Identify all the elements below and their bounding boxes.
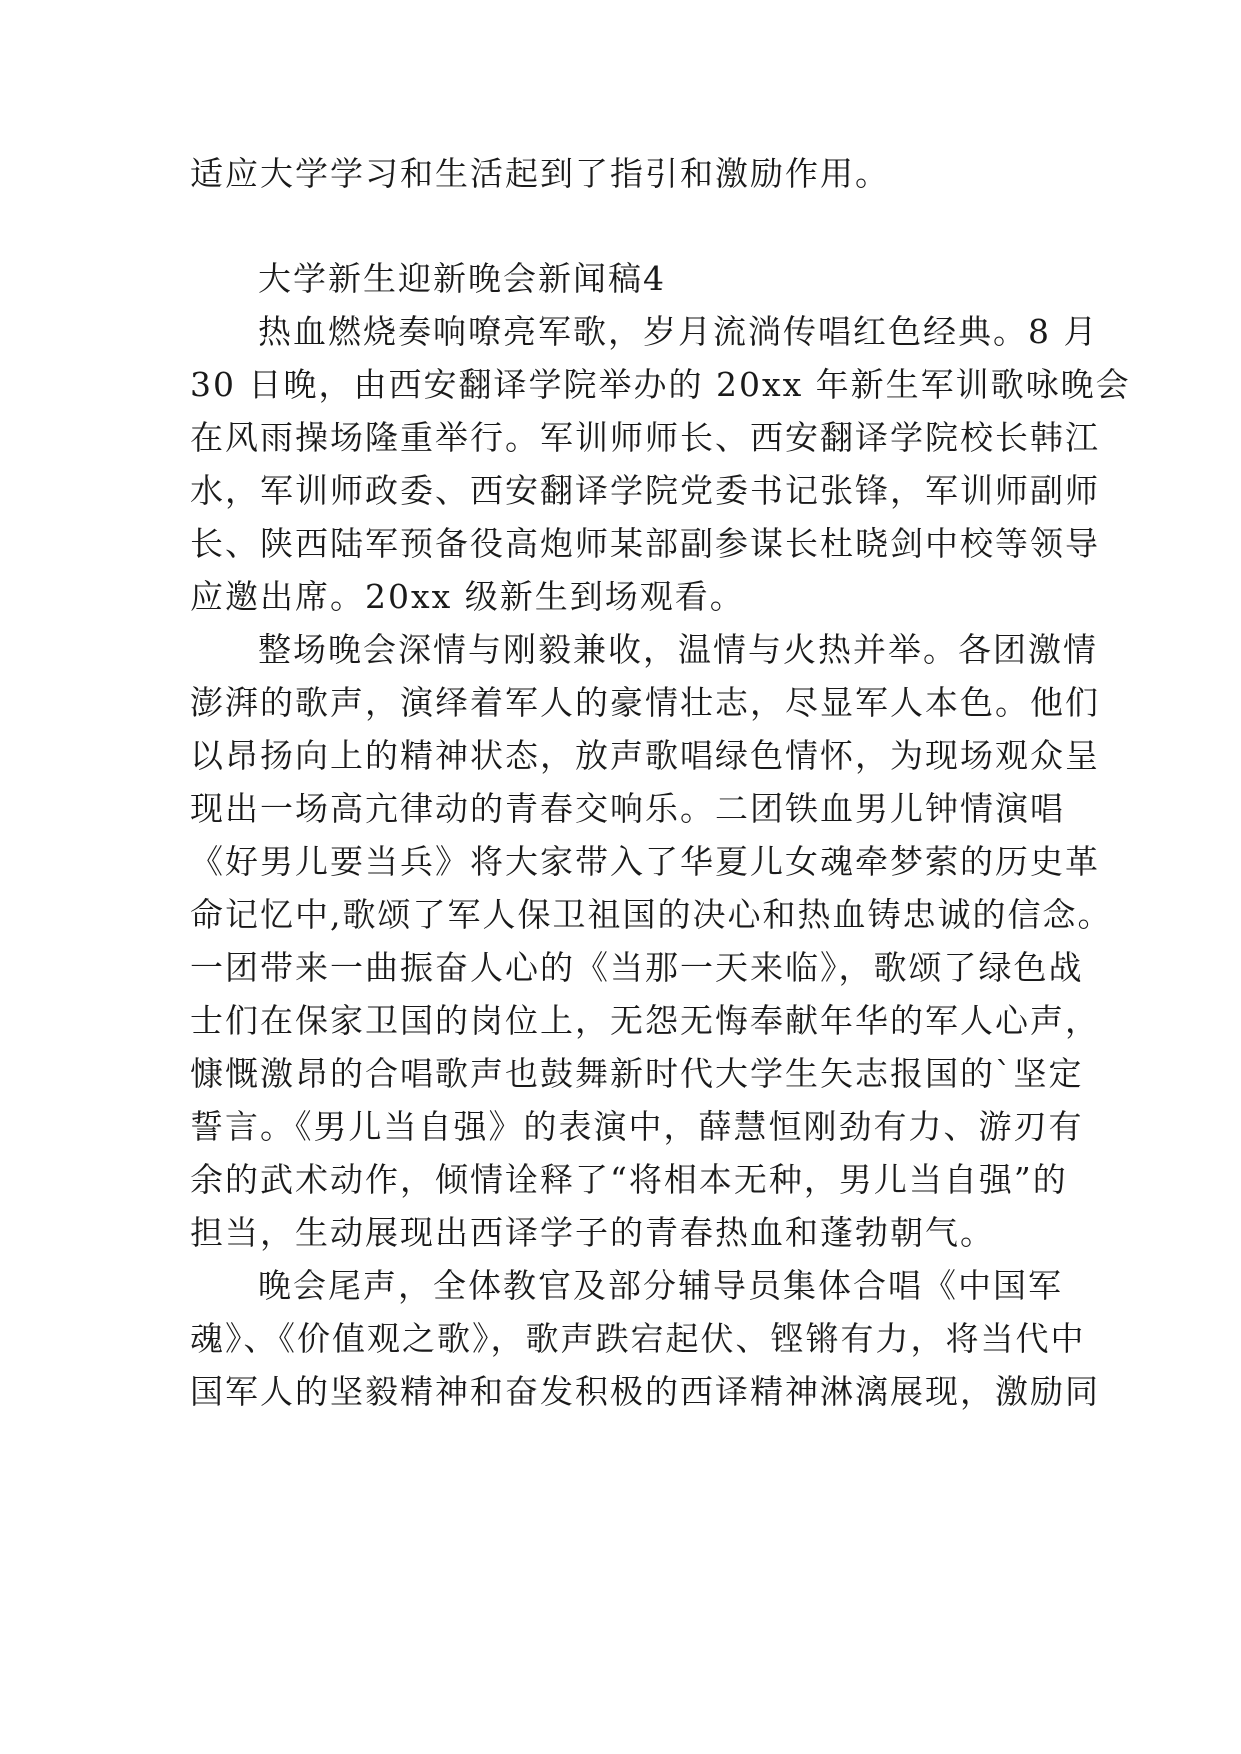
- text-line: 现出一场高亢律动的青春交响乐。二团铁血男儿钟情演唱: [190, 789, 1065, 828]
- text-line: 誓言。《男儿当自强》的表演中，薛慧恒刚劲有力、游刃有: [190, 1107, 1084, 1146]
- text-line: 适应大学学习和生活起到了指引和激励作用。: [190, 154, 890, 193]
- text-line: 命记忆中,歌颂了军人保卫祖国的决心和热血铸忠诚的信念。: [190, 895, 1113, 934]
- text-line: 魂》、《价值观之歌》，歌声跌宕起伏、铿锵有力，将当代中: [190, 1319, 1086, 1358]
- text-line: 慷慨激昂的合唱歌声也鼓舞新时代大学生矢志报国的`坚定: [190, 1054, 1084, 1093]
- text-line: 余的武术动作，倾情诠释了“将相本无种，男儿当自强”的: [190, 1160, 1068, 1199]
- text-line: 一团带来一曲振奋人心的《当那一天来临》，歌颂了绿色战: [190, 948, 1084, 987]
- text-line: 在风雨操场隆重举行。军训师师长、西安翻译学院校长韩江: [190, 418, 1100, 457]
- text-line: 30 日晚，由西安翻译学院举办的 20xx 年新生军训歌咏晚会: [190, 365, 1131, 404]
- text-line: 热血燃烧奏响嘹亮军歌，岁月流淌传唱红色经典。8 月: [258, 312, 1099, 351]
- text-line: 澎湃的歌声，演绎着军人的豪情壮志，尽显军人本色。他们: [190, 683, 1100, 722]
- text-line: 晚会尾声，全体教官及部分辅导员集体合唱《中国军: [258, 1266, 1063, 1305]
- text-line: 整场晚会深情与刚毅兼收，温情与火热并举。各团激情: [258, 630, 1098, 669]
- text-line: 士们在保家卫国的岗位上，无怨无悔奉献年华的军人心声，: [190, 1001, 1100, 1040]
- section-title: 大学新生迎新晚会新闻稿4: [258, 259, 666, 298]
- text-line: 担当，生动展现出西译学子的青春热血和蓬勃朝气。: [190, 1213, 995, 1252]
- text-line: 水，军训师政委、西安翻译学院党委书记张锋，军训师副师: [190, 471, 1100, 510]
- text-line: 长、陕西陆军预备役高炮师某部副参谋长杜晓剑中校等领导: [190, 524, 1100, 563]
- text-line: 国军人的坚毅精神和奋发积极的西译精神淋漓展现，激励同: [190, 1372, 1100, 1411]
- text-line: 应邀出席。20xx 级新生到场观看。: [190, 577, 745, 616]
- text-line: 《好男儿要当兵》将大家带入了华夏儿女魂牵梦萦的历史革: [190, 842, 1100, 881]
- text-line: 以昂扬向上的精神状态，放声歌唱绿色情怀，为现场观众呈: [190, 736, 1100, 775]
